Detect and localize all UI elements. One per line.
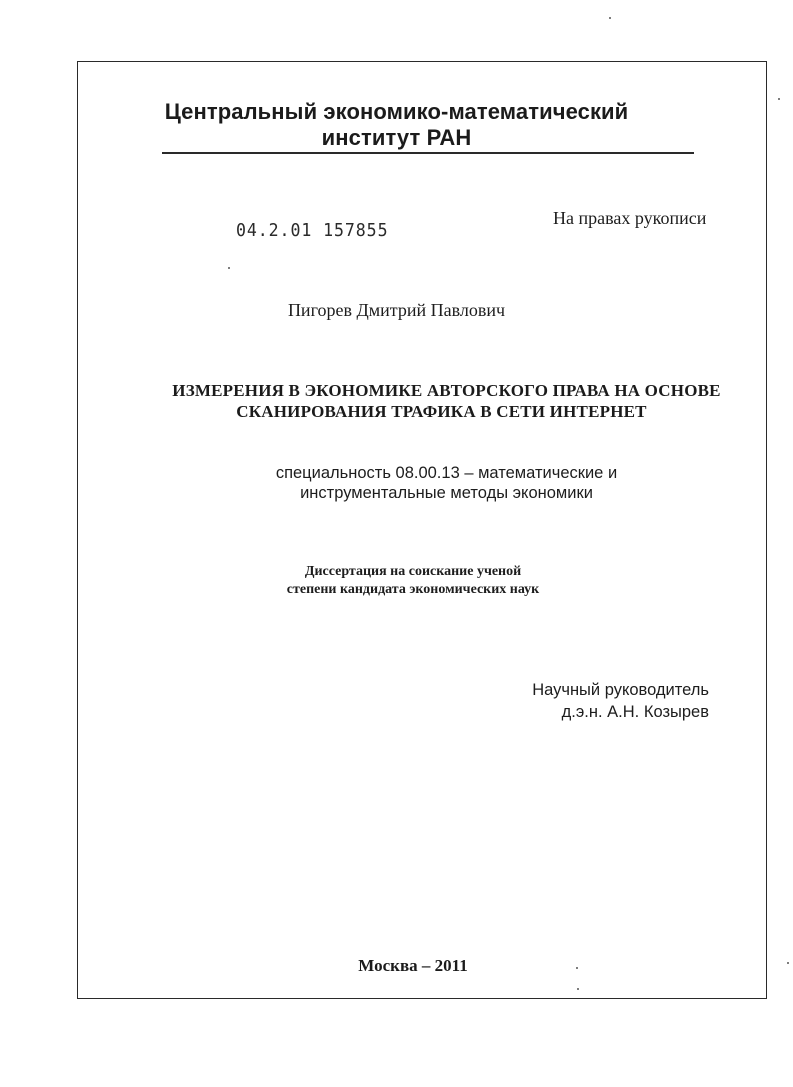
page-border <box>77 61 767 999</box>
scan-speck <box>577 988 579 990</box>
scan-speck <box>576 967 578 969</box>
scan-speck <box>787 962 789 964</box>
thesis-degree-line-1: Диссертация на соискание ученой <box>304 564 522 579</box>
dissertation-title-line-2: СКАНИРОВАНИЯ ТРАФИКА В СЕТИ ИНТЕРНЕТ <box>236 402 647 421</box>
institute-name-line-1: Центральный экономико-математический <box>164 99 629 124</box>
supervisor-role: Научный руководитель <box>532 681 709 699</box>
dissertation-title-line-1: ИЗМЕРЕНИЯ В ЭКОНОМИКЕ АВТОРСКОГО ПРАВА НА ОСНОВЕ <box>172 381 721 400</box>
institute-underline <box>162 152 694 154</box>
registration-stamp-number: 04.2.01 157855 <box>236 220 389 241</box>
institute-name-line-2: институт РАН <box>321 125 472 150</box>
supervisor-name: д.э.н. А.Н. Козырев <box>561 703 709 721</box>
scan-speck <box>778 98 780 100</box>
rights-note: На правах рукописи <box>553 208 707 228</box>
specialty-line-1: специальность 08.00.13 – математические и <box>275 464 618 482</box>
author-name: Пигорев Дмитрий Павлович <box>287 300 506 320</box>
scan-speck <box>609 17 611 19</box>
scan-speck <box>228 267 230 269</box>
thesis-degree-line-2: степени кандидата экономических наук <box>286 582 540 597</box>
city-year: Москва – 2011 <box>358 956 468 975</box>
specialty-line-2: инструментальные методы экономики <box>300 484 593 502</box>
